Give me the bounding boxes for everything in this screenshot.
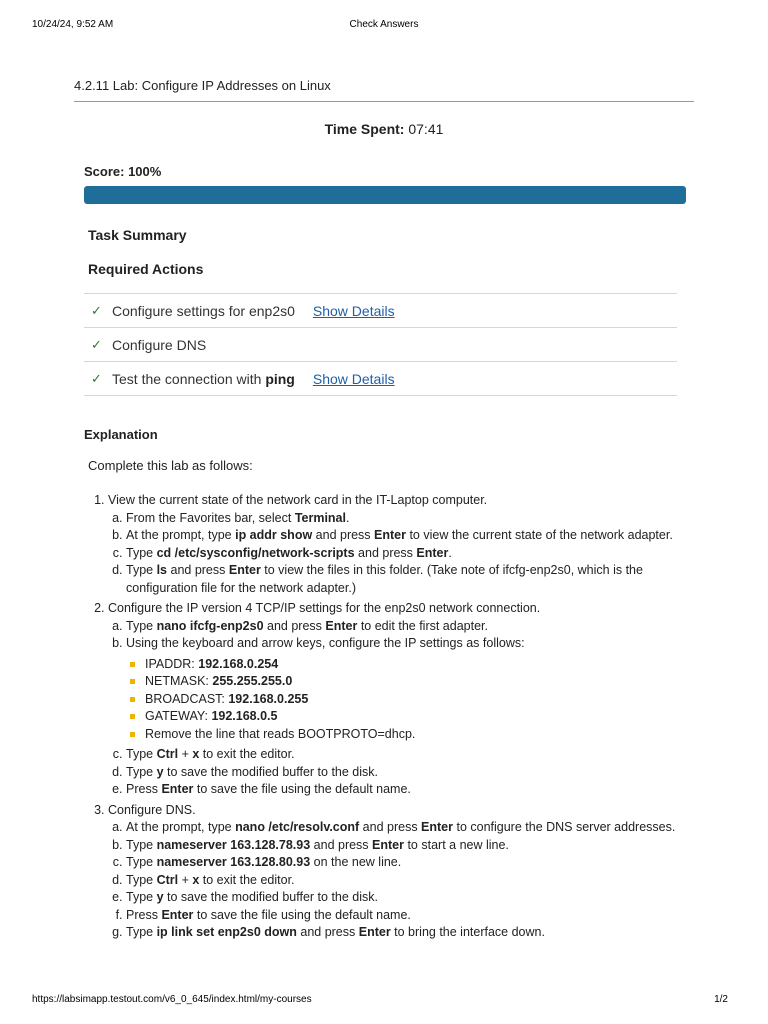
- ip-setting: BROADCAST: 192.168.0.255: [130, 691, 708, 709]
- action-label: Configure settings for enp2s0: [112, 302, 295, 319]
- score-progress-fill: [84, 186, 686, 204]
- print-title: Check Answers: [349, 19, 419, 30]
- lab-title: 4.2.11 Lab: Configure IP Addresses on Linux: [74, 78, 331, 93]
- time-spent-label: Time Spent:: [324, 121, 405, 137]
- action-label: [112, 371, 295, 387]
- substep: c. Type Ctrl + x to exit the editor.: [126, 746, 708, 764]
- substep: g. Type ip link set enp2s0 down and press Enter to bring the interface down.: [126, 924, 708, 942]
- ip-setting: IPADDR: 192.168.0.254: [130, 656, 708, 674]
- check-icon: ✓: [91, 370, 102, 386]
- time-spent: [0, 121, 768, 137]
- explanation-heading: Explanation: [84, 427, 158, 442]
- step-text: Configure the IP version 4 TCP/IP settings for the enp2s0 network connection.: [108, 601, 541, 615]
- substep: b. Type nameserver 163.128.78.93 and press Enter to start a new line.: [126, 837, 708, 855]
- substep: e. Press Enter to save the file using the default name.: [126, 781, 708, 799]
- substep: c. Type cd /etc/sysconfig/network-scripts and press Enter.: [126, 545, 708, 563]
- substep: d. Type y to save the modified buffer to the disk.: [126, 764, 708, 782]
- substep: d. Type Ctrl + x to exit the editor.: [126, 872, 708, 890]
- substep: d. Type ls and press Enter to view the files in this folder. (Take note of ifcfg-enp2s0, which is the configuration file for the network adapter.): [126, 562, 708, 597]
- substep: f. Press Enter to save the file using the default name.: [126, 907, 708, 925]
- action-row-test-connection: [84, 362, 677, 396]
- substep: a. Type nano ifcfg-enp2s0 and press Enter to edit the first adapter.: [126, 618, 708, 636]
- show-details-link[interactable]: Show Details: [312, 302, 395, 319]
- substep: c. Type nameserver 163.128.80.93 on the new line.: [126, 854, 708, 872]
- show-details-link[interactable]: Show Details: [312, 370, 395, 387]
- task-summary-heading: Task Summary: [88, 227, 187, 243]
- action-label-text: Test the connection with: [112, 370, 266, 387]
- ip-setting: GATEWAY: 192.168.0.5: [130, 708, 708, 726]
- required-actions-list: [84, 293, 677, 396]
- ip-setting: Remove the line that reads BOOTPROTO=dhcp.: [130, 726, 708, 744]
- explanation-intro: Complete this lab as follows:: [88, 458, 253, 473]
- ip-settings-list: [126, 656, 708, 744]
- step-1: [108, 492, 708, 597]
- time-spent-value: 07:41: [408, 121, 444, 137]
- substeps: [108, 819, 708, 942]
- step-text: Configure DNS.: [108, 802, 196, 817]
- score-progress-bar: [84, 186, 686, 204]
- substep: a. From the Favorites bar, select Terminal.: [126, 510, 708, 528]
- instruction-steps: [84, 492, 708, 945]
- print-url: https://labsimapp.testout.com/v6_0_645/index.html/my-courses: [32, 994, 312, 1005]
- check-icon: ✓: [91, 302, 102, 318]
- substep: b. Using the keyboard and arrow keys, configure the IP settings as follows: IPADDR: 192.168.0.254 NETMASK: 255.255.255.0 BROADCAST: 192.168.0.255 GATEWAY: 192.168.0.5 Remove the line that reads BOOTPROTO=dhcp.: [126, 635, 708, 743]
- print-page-number: 1/2: [714, 994, 728, 1005]
- substeps: [108, 618, 708, 799]
- substeps: [108, 510, 708, 598]
- action-label-command: ping: [265, 370, 295, 387]
- step-2: [108, 600, 708, 799]
- action-row-configure-dns: [84, 328, 677, 362]
- step-3: [108, 802, 708, 942]
- action-label: Configure DNS: [112, 336, 207, 353]
- action-row-configure-enp2s0: [84, 294, 677, 328]
- ip-setting: NETMASK: 255.255.255.0: [130, 673, 708, 691]
- score-label: Score: 100%: [84, 164, 162, 179]
- substep: a. At the prompt, type nano /etc/resolv.conf and press Enter to configure the DNS server addresses.: [126, 819, 708, 837]
- substep: e. Type y to save the modified buffer to the disk.: [126, 889, 708, 907]
- step-text: View the current state of the network card in the IT-Laptop computer.: [108, 493, 488, 507]
- required-actions-heading: Required Actions: [88, 261, 204, 277]
- title-divider: [74, 101, 694, 102]
- check-icon: ✓: [91, 336, 102, 352]
- substep: b. At the prompt, type ip addr show and press Enter to view the current state of the network adapter.: [126, 527, 708, 545]
- print-datetime: 10/24/24, 9:52 AM: [32, 19, 114, 30]
